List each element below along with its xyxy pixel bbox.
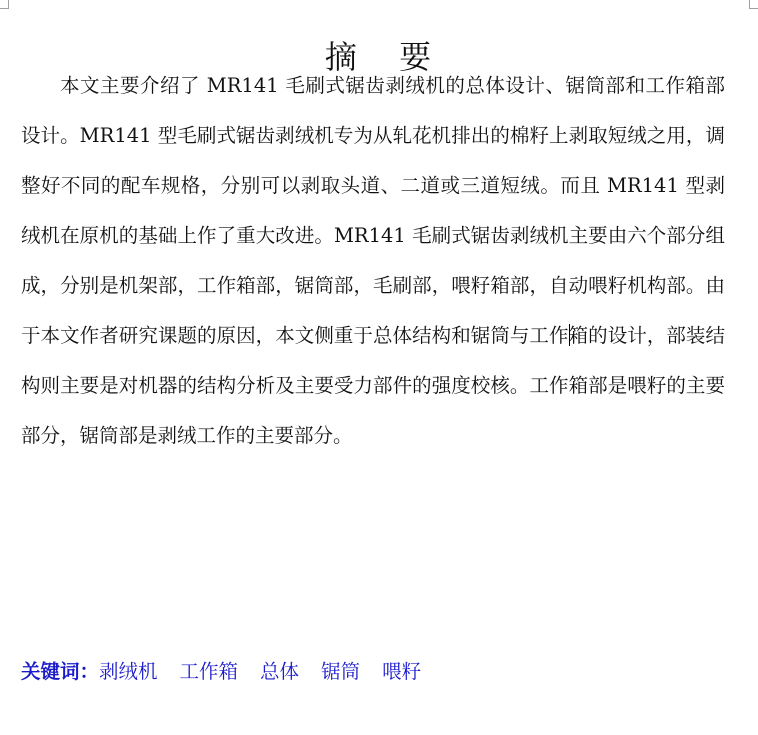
page-corner-mark-top-left	[0, 0, 9, 9]
abstract-paragraph[interactable]	[21, 61, 725, 461]
keywords-label: 关键词：	[21, 660, 100, 683]
abstract-text-after-caret: 箱的设计，部装结构则主要是对机器的结构分析及主要受力部件的强度校核。工作箱部是喂籽的主要部分，锯筒部是剥绒工作的主要部分。	[21, 324, 725, 447]
keyword-item: 总体	[260, 660, 300, 683]
keyword-item: 剥绒机	[99, 660, 158, 683]
keyword-item: 喂籽	[382, 660, 422, 683]
page-corner-mark-top-right	[749, 0, 758, 9]
abstract-title: 摘 要	[324, 38, 448, 77]
abstract-text-before-caret: 本文主要介绍了 MR141 毛刷式锯齿剥绒机的总体设计、锯筒部和工作箱部设计。MR141 型毛刷式锯齿剥绒机专为从轧花机排出的棉籽上剥取短绒之用，调整好不同的配车规格，分别可以剥取头道、二道或三道短绒。而且 MR141 型剥绒机在原机的基础上作了重大改进。MR141 毛刷式锯齿剥绒机主要由六个部分组成，分别是机架部，工作箱部，锯筒部，毛刷部，喂籽箱部，自动喂籽机构部。由于本文作者研究课题的原因，本文侧重于总体结构和锯筒与工作	[21, 74, 725, 347]
keywords-line	[21, 652, 443, 692]
keyword-item: 锯筒	[321, 660, 361, 683]
keyword-item: 工作箱	[179, 660, 239, 683]
